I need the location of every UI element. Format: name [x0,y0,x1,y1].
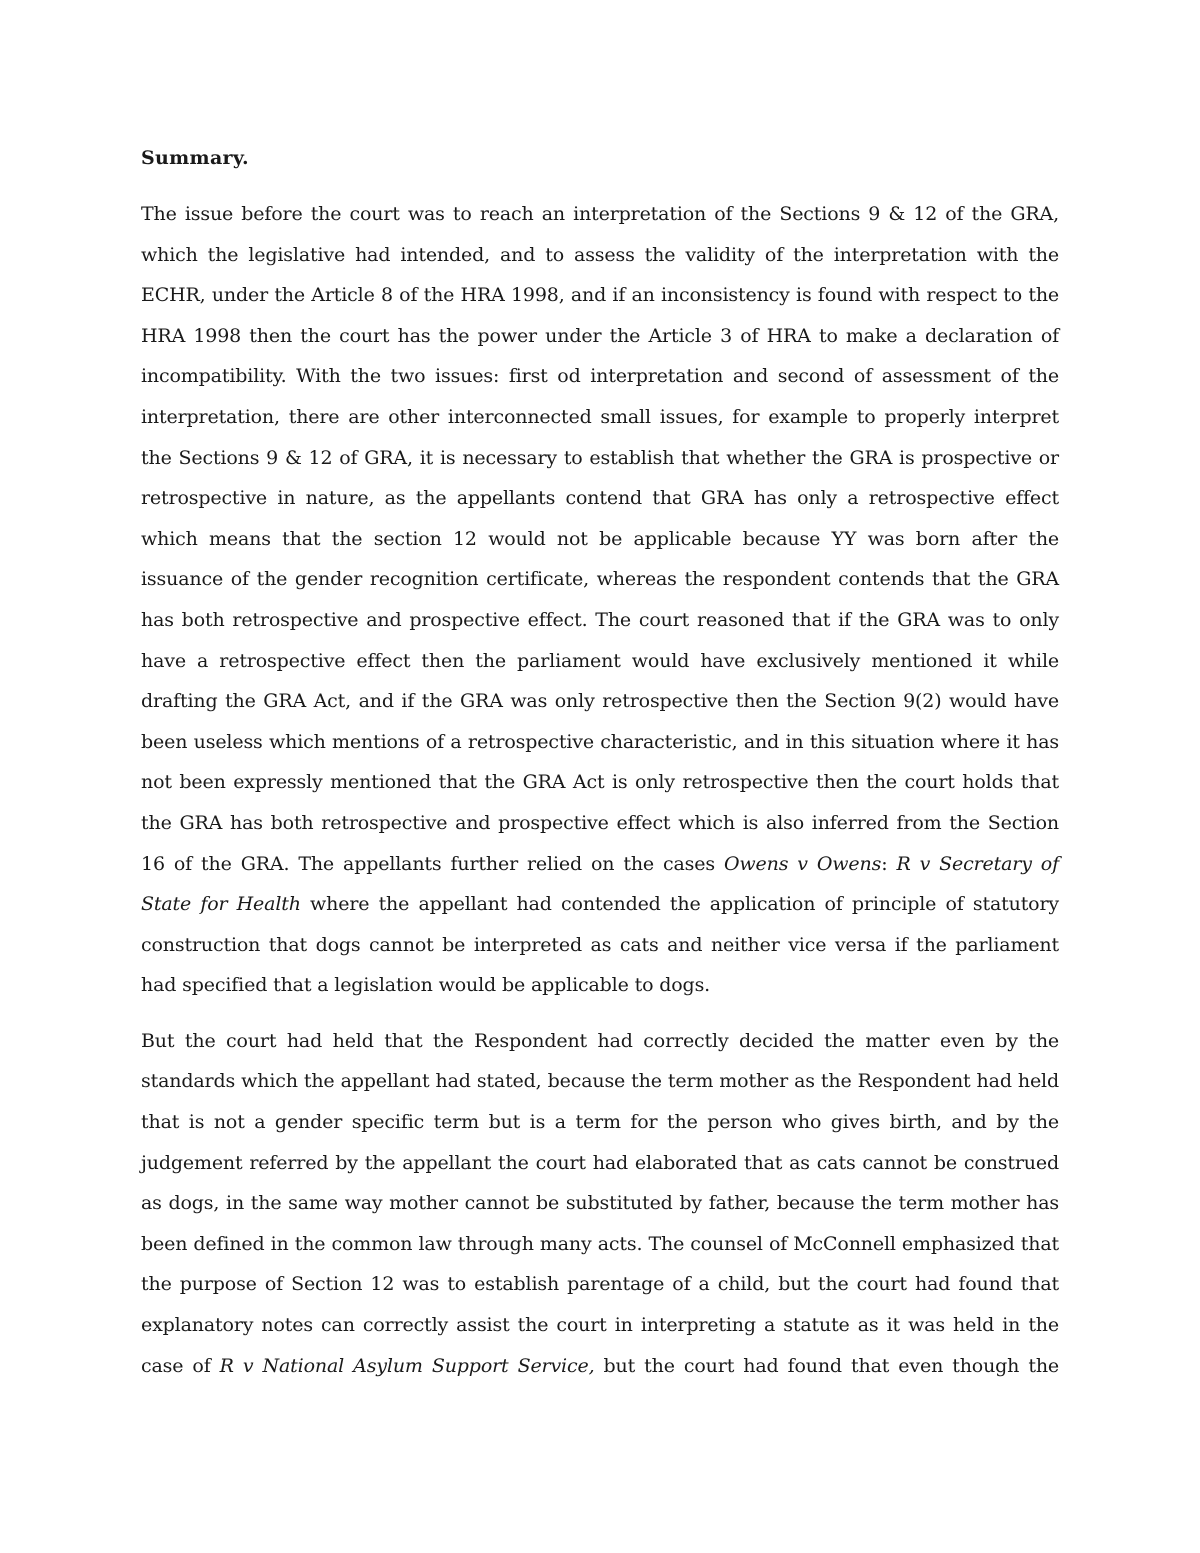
summary-heading: Summary. [141,147,249,169]
paragraph-2 [141,1021,1059,1386]
document-page [141,138,1059,1386]
case-citation: Owens v Owens [723,852,882,875]
text-run: But the court had held that the Respondent had correctly decided the matter even by the standards which the appellant had stated, because the term mother as the Respondent had held that is not a gender specific term but is a term for the person who gives birth, and by the judgement referred by the appellant the court had elaborated that as cats cannot be construed as dogs, in the same way mother cannot be substituted by father, because the term mother has been defined in the common law through many acts. The counsel of McConnell emphasized that the purpose of Section 12 was to establish parentage of a child, but the court had found that explanatory notes can correctly assist the court in interpreting a statute as it was held in the case of [141,1029,1059,1377]
text-run: where the appellant had contended the application of principle of statutory construction that dogs cannot be interpreted as cats and neither vice versa if the parliament had specified that a legislation would be applicable to dogs. [141,893,1059,997]
paragraph-1 [141,194,1059,1006]
text-run: : [881,852,897,875]
text-run: The issue before the court was to reach an interpretation of the Sections 9 & 12 of the GRA, which the legislative had intended, and to assess the validity of the interpretation with the ECHR, under the Article 8 of the HRA 1998, and if an inconsistency is found with respect to the HRA 1998 then the court has the power under the Article 3 of HRA to make a declaration of incompatibility. With the two issues: first od interpretation and second of assessment of the interpretation, there are other interconnected small issues, for example to properly interpret the Sections 9 & 12 of GRA, it is necessary to establish that whether the GRA is prospective or retrospective in nature, as the appellants contend that GRA has only a retrospective effect which means that the section 12 would not be applicable because YY was born after the issuance of the gender recognition certificate, whereas the respondent contends that the GRA has both retrospective and prospective effect. The court reasoned that if the GRA was to only have a retrospective effect then the parliament would have exclusively mentioned it while drafting the GRA Act, and if the GRA was only retrospective then the Section 9(2) would have been useless which mentions of a retrospective characteristic, and in this situation where it has not been expressly mentioned that the GRA Act is only retrospective then the court holds that the GRA has both retrospective and prospective effect which is also inferred from the Section 16 of the GRA. The appellants further relied on the cases [141,203,1059,875]
case-citation: R v Secretary of State for Health [141,852,1059,916]
case-citation: R v National Asylum Support Service, [219,1354,595,1377]
text-run: but the court had found that even though the [594,1354,1059,1377]
